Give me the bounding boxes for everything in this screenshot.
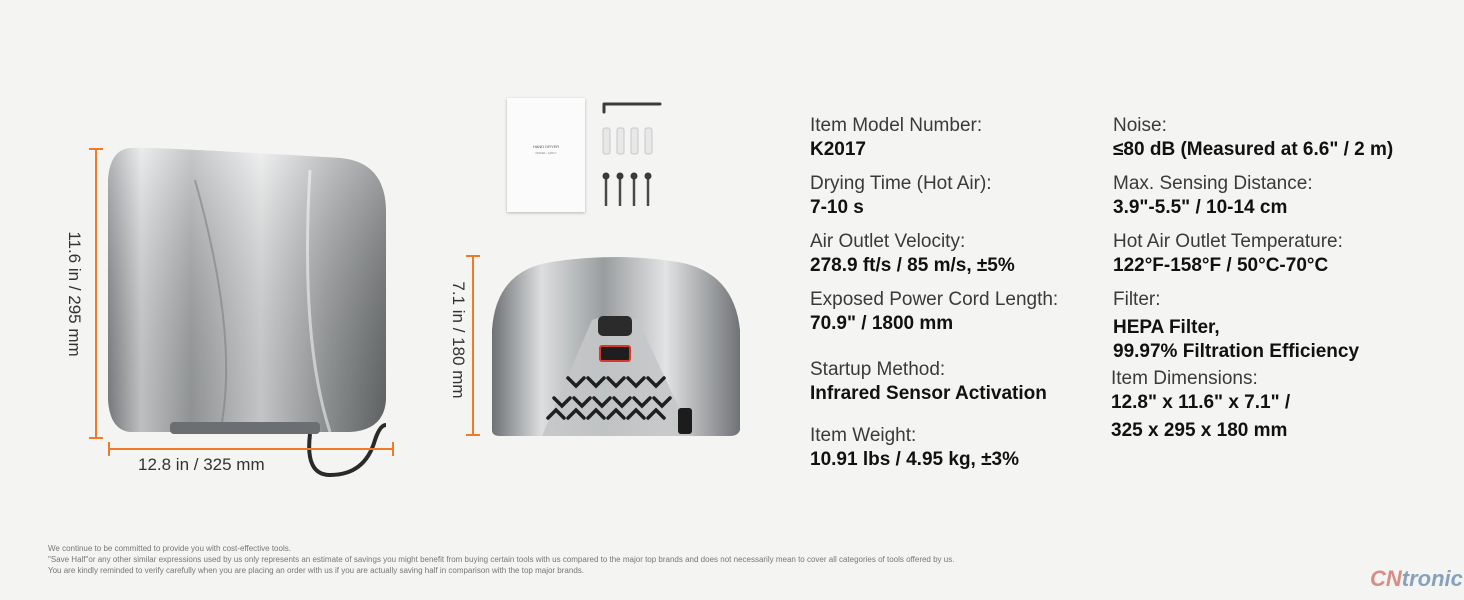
spec-value: K2017: [810, 139, 866, 160]
side-depth-label: 7.1 in / 180 mm: [449, 281, 468, 399]
mounting-accessories-image: [598, 98, 664, 213]
disclaimer-line: "Save Half"or any other similar expressions used by us only represents an estimate of savings you might benefit from buying certain tools with us compared to the major top brands and does not necessarily mean to cover all categories of tools offered by us.: [48, 555, 955, 564]
spec-value-line2: 99.97% Filtration Efficiency: [1113, 341, 1360, 362]
spec-label: Startup Method:: [810, 359, 946, 380]
front-width-label: 12.8 in / 325 mm: [138, 455, 265, 474]
spec-label: Filter:: [1113, 289, 1161, 310]
height-dimension-line: [95, 148, 97, 438]
watermark-prefix: CN: [1370, 566, 1402, 591]
hand-dryer-side-image: [482, 250, 746, 440]
spec-label: Exposed Power Cord Length:: [810, 289, 1059, 310]
spec-value: 122°F-158°F / 50°C-70°C: [1113, 255, 1329, 276]
manual-subtitle: MODEL: K2017: [535, 151, 557, 155]
hand-dryer-front-image: [100, 140, 400, 485]
disclaimer: [48, 543, 954, 576]
spec-label: Hot Air Outlet Temperature:: [1113, 231, 1343, 252]
watermark-suffix: tronic: [1401, 566, 1463, 591]
width-dimension-cap-left: [108, 442, 110, 456]
spec-value: 7-10 s: [810, 197, 864, 218]
spec-label: Max. Sensing Distance:: [1113, 173, 1313, 194]
spec-value: 3.9"-5.5" / 10-14 cm: [1113, 197, 1288, 218]
spec-label: Item Model Number:: [810, 115, 983, 136]
spec-value-line2: 325 x 295 x 180 mm: [1111, 420, 1288, 441]
spec-startup-method: [810, 359, 1047, 405]
spec-power-cord-length: [810, 289, 1058, 335]
disclaimer-line: We continue to be committed to provide you with cost-effective tools.: [48, 544, 291, 553]
spec-filter: [1113, 289, 1359, 363]
spec-value: 70.9" / 1800 mm: [810, 313, 954, 334]
watermark-logo: [1370, 566, 1463, 592]
manual-title: HAND DRYER: [532, 144, 560, 149]
front-height-label: 11.6 in / 295 mm: [65, 231, 84, 357]
width-dimension-cap-right: [392, 442, 394, 456]
spec-sensing-distance: [1113, 173, 1313, 219]
spec-drying-time: [810, 173, 992, 219]
spec-noise: [1113, 115, 1393, 161]
spec-item-weight: [810, 425, 1019, 471]
spec-value: 10.91 lbs / 4.95 kg, ±3%: [810, 449, 1019, 470]
width-dimension-line: [108, 448, 394, 450]
spec-item-dimensions: [1111, 368, 1290, 442]
depth-dimension-cap-bottom: [466, 434, 480, 436]
spec-value: ≤80 dB (Measured at 6.6" / 2 m): [1113, 139, 1394, 160]
disclaimer-line: You are kindly reminded to verify carefully when you are placing an order with us if you are actually saving half in comparison with the top major brands.: [48, 566, 584, 575]
spec-value: HEPA Filter,: [1113, 317, 1220, 338]
spec-hot-air-temperature: [1113, 231, 1343, 277]
spec-label: Noise:: [1113, 115, 1167, 136]
depth-dimension-cap-top: [466, 255, 480, 257]
spec-value: Infrared Sensor Activation: [810, 383, 1047, 404]
spec-label: Item Dimensions:: [1111, 368, 1258, 389]
spec-air-outlet-velocity: [810, 231, 1015, 277]
spec-label: Drying Time (Hot Air):: [810, 173, 992, 194]
height-dimension-cap-bottom: [89, 437, 103, 439]
spec-value: 12.8" x 11.6" x 7.1" /: [1111, 392, 1291, 413]
depth-dimension-line: [472, 255, 474, 435]
manual-booklet: [507, 98, 585, 212]
spec-label: Air Outlet Velocity:: [810, 231, 966, 252]
spec-label: Item Weight:: [810, 425, 917, 446]
spec-item-model-number: [810, 115, 982, 161]
spec-value: 278.9 ft/s / 85 m/s, ±5%: [810, 255, 1015, 276]
height-dimension-cap-top: [89, 148, 103, 150]
